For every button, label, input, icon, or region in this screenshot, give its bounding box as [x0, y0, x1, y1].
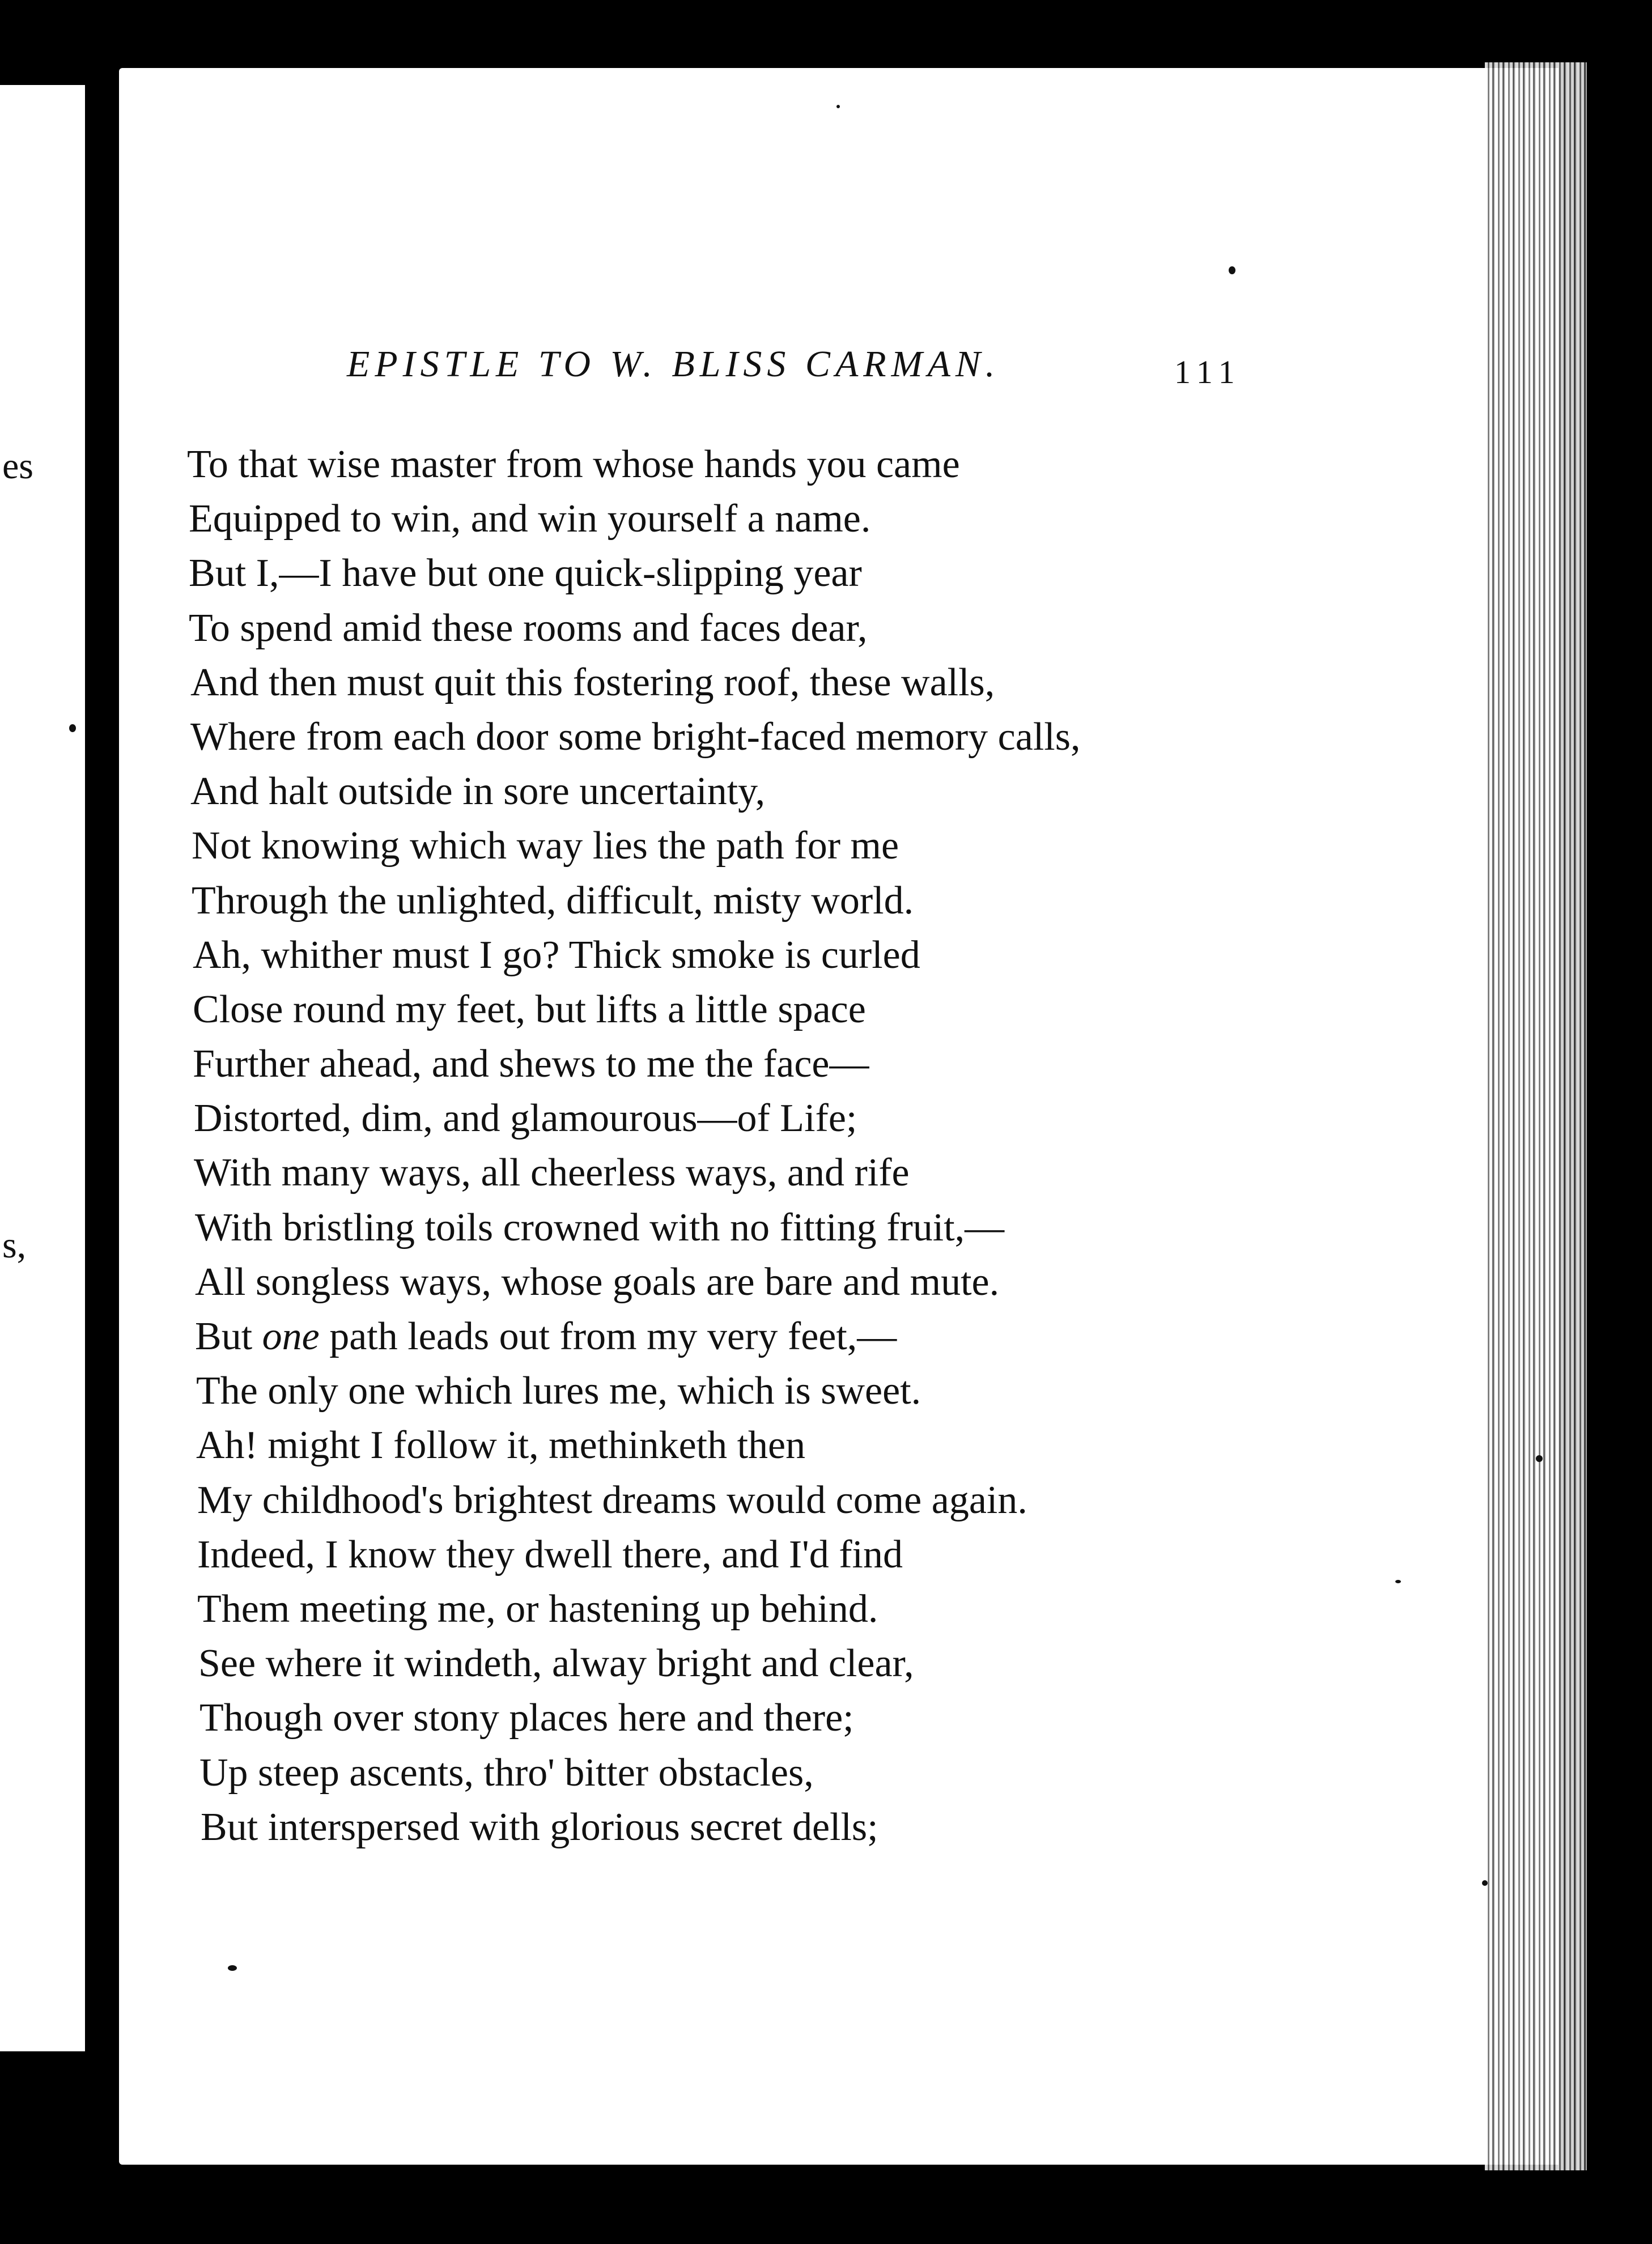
previous-page-fragment: es [2, 445, 33, 487]
page-number: 111 [1174, 354, 1242, 390]
poem-line: Though over stony places here and there; [199, 1696, 854, 1740]
previous-page-fragment: s, [2, 1225, 27, 1266]
emphasized-word: one [262, 1315, 320, 1358]
poem-line: Ah, whither must I go? Thick smoke is curled [193, 933, 920, 977]
scan-speck [1536, 1455, 1543, 1462]
running-header: EPISTLE TO W. BLISS CARMAN. [347, 343, 1000, 385]
poem-line: Them meeting me, or hastening up behind. [197, 1587, 878, 1631]
poem-line: Ah! might I follow it, methinketh then [196, 1423, 806, 1468]
poem-line: My childhood's brightest dreams would come again. [197, 1478, 1027, 1522]
poem-line: With many ways, all cheerless ways, and rife [194, 1151, 910, 1195]
page-edge-shadow [1587, 62, 1652, 2244]
poem-line: Up steep ascents, thro' bitter obstacles, [199, 1750, 814, 1795]
poem-line: And then must quit this fostering roof, these walls, [190, 660, 995, 704]
poem-line: All songless ways, whose goals are bare and mute. [195, 1260, 1000, 1304]
poem-line-with-emphasis [195, 1310, 1320, 1364]
poem-line: Distorted, dim, and glamourous—of Life; [194, 1096, 857, 1141]
book-gutter [85, 68, 119, 2136]
scan-speck [1229, 266, 1235, 274]
poem-line: Indeed, I know they dwell there, and I'd find [197, 1532, 903, 1576]
poem-text [187, 437, 1320, 1855]
poem-line: But interspersed with glorious secret dells; [201, 1805, 878, 1849]
poem-line: Further ahead, and shews to me the face— [193, 1042, 869, 1086]
poem-line: With bristling toils crowned with no fitting fruit,— [195, 1205, 1005, 1250]
poem-line: Through the unlighted, difficult, misty world. [192, 878, 914, 923]
poem-line: Where from each door some bright-faced memory calls, [190, 715, 1081, 759]
scan-speck [836, 105, 840, 108]
previous-page-edge [0, 85, 85, 2051]
scan-speck [228, 1965, 237, 1971]
poem-line: See where it windeth, alway bright and clear, [198, 1642, 914, 1686]
poem-line: To that wise master from whose hands you came [187, 443, 960, 486]
poem-line: To spend amid these rooms and faces dear, [189, 606, 868, 650]
poem-line: But I,—I have but one quick-slipping year [189, 551, 862, 596]
line-text: path leads out from my very feet,— [319, 1315, 897, 1358]
scan-speck [1482, 1880, 1488, 1886]
poem-line: Equipped to win, and win yourself a name. [189, 497, 871, 541]
poem-line: And halt outside in sore uncertainty, [190, 770, 766, 814]
poem-line: Close round my feet, but lifts a little space [193, 987, 866, 1031]
poem-line: Not knowing which way lies the path for me [192, 824, 899, 868]
poem-line: The only one which lures me, which is sweet. [196, 1369, 921, 1413]
line-text: But [195, 1315, 262, 1358]
scan-speck [1395, 1580, 1401, 1583]
scan-speck [69, 724, 76, 732]
